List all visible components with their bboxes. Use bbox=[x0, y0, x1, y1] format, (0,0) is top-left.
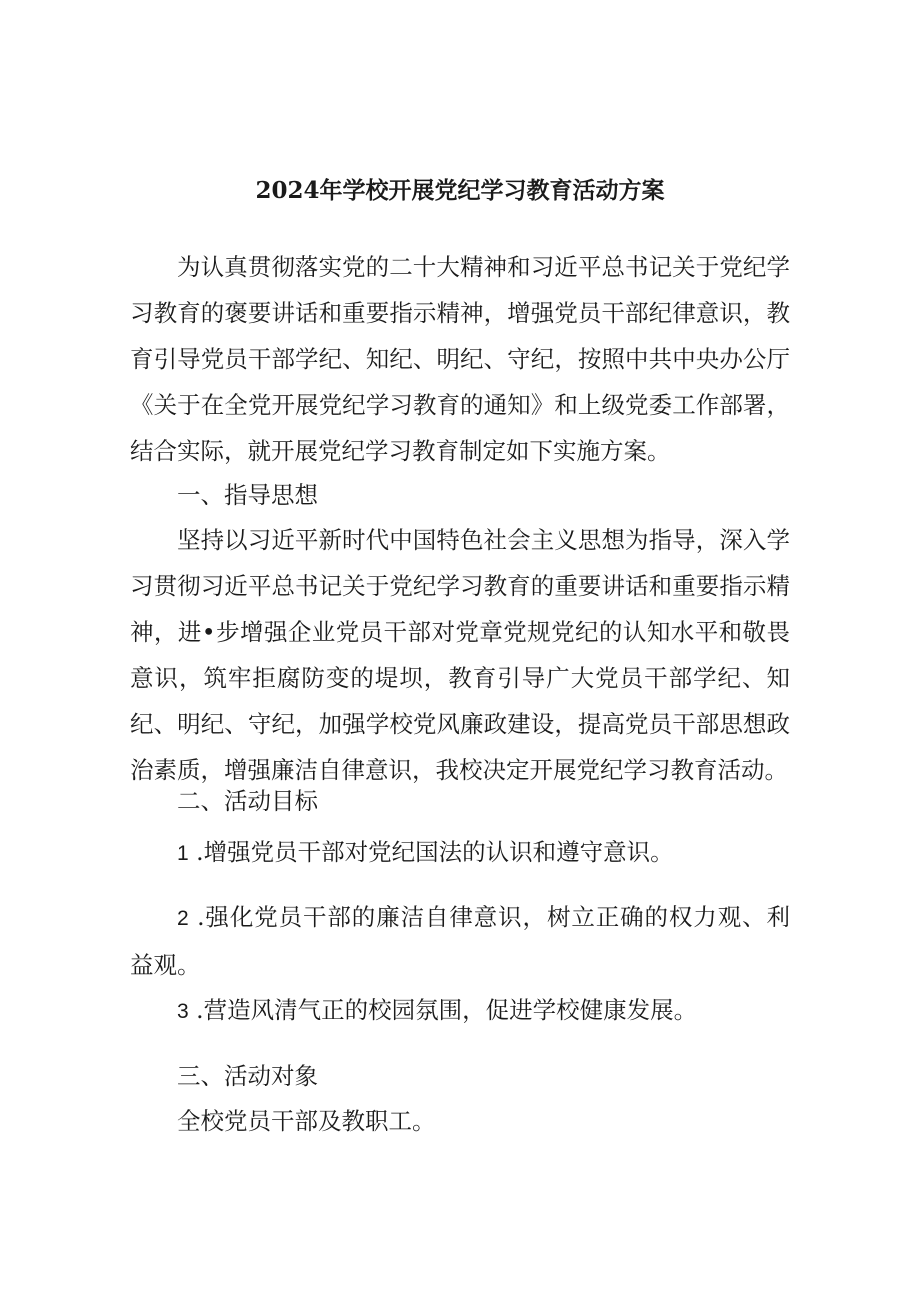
goal-item-1 bbox=[130, 829, 790, 877]
section-1-heading: 一、指导思想 bbox=[177, 481, 318, 509]
section-3-body: 全校党员干部及教职工。 bbox=[177, 1107, 436, 1135]
goal-item-number: 1 bbox=[177, 842, 189, 865]
intro-paragraph: 为认真贯彻落实党的二十大精神和习近平总书记关于党纪学习教育的褒要讲话和重要指示精神，增强党员干部纪律意识，教育引导党员干部学纪、知纪、明纪、守纪，按照中共中央办公厅《关于在全党开展党纪学习教育的通知》和上级党委工作部署，结合实际，就开展党纪学习教育制定如下实施方案。 bbox=[130, 253, 790, 465]
goal-item-2 bbox=[130, 894, 790, 988]
goal-item-number: 3 bbox=[177, 1000, 189, 1023]
goal-item-number: 2 bbox=[177, 907, 189, 930]
document-title: 2024年学校开展党纪学习教育活动方案 bbox=[255, 177, 665, 204]
section-2-heading: 二、活动目标 bbox=[177, 787, 318, 815]
section-3-heading: 三、活动对象 bbox=[177, 1062, 318, 1090]
goal-item-text: .营造风清气正的校园氛围，促进学校健康发展。 bbox=[196, 996, 698, 1024]
goal-item-3 bbox=[130, 987, 790, 1035]
goal-item-text: .强化党员干部的廉洁自律意识，树立正确的权力观、利益观。 bbox=[130, 903, 790, 979]
section-1-body: 坚持以习近平新时代中国特色社会主义思想为指导，深入学习贯彻习近平总书记关于党纪学习教育的重要讲话和重要指示精神，进•步增强企业党员干部对党章党规党纪的认知水平和敬畏意识，筑牢拒腐防变的堤坝，教育引导广大党员干部学纪、知纪、明纪、守纪，加强学校党风廉政建设，提高党员干部思想政治素质，增强廉洁自律意识，我校决定开展党纪学习教育活动。 bbox=[130, 526, 790, 784]
goal-item-text: .增强党员干部对党纪国法的认识和遵守意识。 bbox=[196, 838, 674, 866]
